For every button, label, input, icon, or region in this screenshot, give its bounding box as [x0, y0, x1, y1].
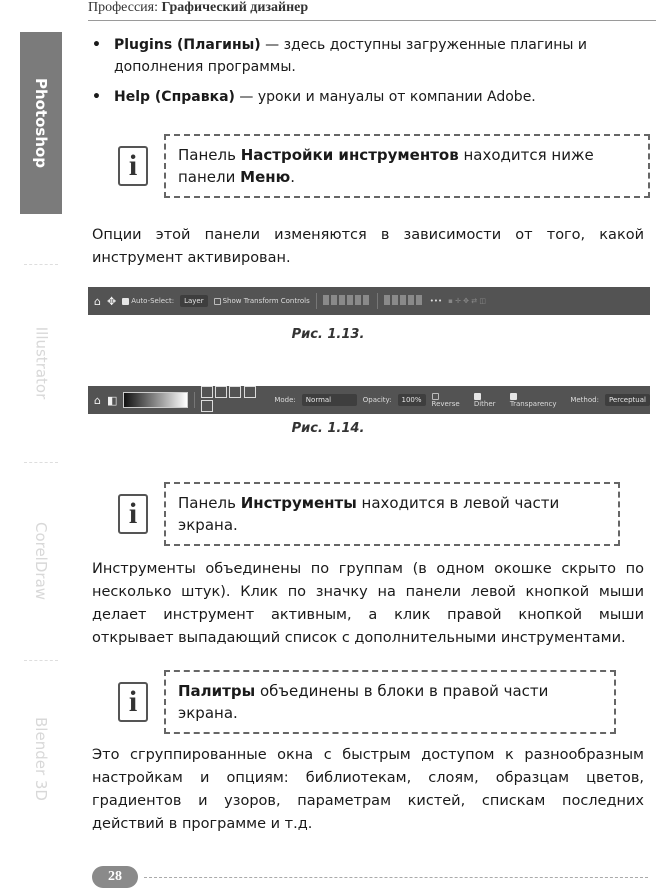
page-number: 28 [92, 866, 138, 888]
separator [377, 293, 378, 309]
note-box: Панель Инструменты находится в левой части экрана. [164, 482, 620, 546]
paragraph-tools: Инструменты объединены по группам (в одном окошке скрыто по несколько штук). Клик по значку на панели левой кнопкой мыши делает инструмент активным, а клик правой кнопкой мыши открывает выпадающий список с дополнительными инструментами. [92, 561, 644, 646]
tab-divider [24, 264, 58, 265]
bullet-dot: • [92, 37, 101, 53]
separator [194, 392, 195, 408]
info-icon: i [118, 146, 148, 186]
note-tools-panel [118, 482, 620, 546]
3d-mode-icons: ▪ ✛ ✥ ⇄ ◫ [448, 297, 486, 305]
note-settings-panel [118, 134, 650, 198]
layer-select: Layer [180, 295, 208, 307]
checkbox-icon [122, 298, 129, 305]
gradient-tool-icon: ◧ [106, 393, 118, 407]
tab-blender [20, 664, 62, 854]
transparency-option: Transparency [510, 392, 564, 408]
note-palettes [118, 670, 616, 734]
footer-rule [144, 877, 648, 878]
checkbox-icon [474, 393, 481, 400]
figure-caption-1-14: Рис. 1.14. [291, 421, 365, 436]
tab-label: CorelDraw [32, 521, 50, 601]
paragraph-palettes: Это сгруппированные окна с быстрым доступом к разнообразным настройкам и опциям: библиотекам, слоям, образцам цветов, градиентов и узоров, параметрам кистей, спискам последних действий в программе и т.д. [92, 747, 644, 832]
dither-option: Dither [474, 392, 504, 408]
note-box: Панель Настройки инструментов находится ниже панели Меню. [164, 134, 650, 198]
checkbox-icon [214, 298, 221, 305]
bullet-text: — здесь доступны загруженные плагины и дополнения программы. [114, 37, 588, 75]
checkbox-icon [510, 393, 517, 400]
figure-caption-1-13: Рис. 1.13. [291, 327, 365, 342]
bullet-text: — уроки и мануалы от компании Adobe. [234, 89, 536, 105]
running-header [88, 0, 308, 16]
home-icon: ⌂ [94, 294, 101, 308]
note-box: Палитры объединены в блоки в правой части экрана. [164, 670, 616, 734]
tab-coreldraw [20, 466, 62, 656]
tab-divider [24, 660, 58, 661]
method-select: Perceptual [605, 394, 650, 406]
method-label: Method: [570, 396, 599, 404]
options-bar-move [88, 287, 650, 315]
gradient-type-icons [201, 386, 268, 414]
opacity-field: 100% [398, 394, 426, 406]
tab-divider [24, 462, 58, 463]
separator [316, 293, 317, 309]
tab-label: Photoshop [32, 77, 51, 169]
distribute-icons [384, 295, 424, 307]
show-transform-option: Show Transform Controls [214, 297, 310, 305]
options-bar-gradient [88, 386, 650, 414]
header-title: Графический дизайнер [161, 0, 309, 15]
header-rule [88, 20, 656, 21]
mode-select: Normal [302, 394, 357, 406]
info-icon: i [118, 682, 148, 722]
mode-label: Mode: [274, 396, 296, 404]
tab-label: Illustrator [32, 326, 51, 400]
auto-select-option: Auto-Select: [122, 297, 174, 305]
sidebar-tabs [20, 32, 62, 862]
info-icon: i [118, 494, 148, 534]
move-tool-icon: ✥ [106, 294, 117, 308]
bullet-dot: • [92, 89, 101, 105]
opacity-label: Opacity: [362, 396, 392, 404]
checkbox-icon [432, 393, 439, 400]
paragraph-options: Опции этой панели изменяются в зависимости от того, какой инструмент активирован. [92, 227, 644, 266]
gradient-swatch [123, 392, 188, 408]
tab-photoshop [20, 32, 62, 214]
bullet-help [92, 86, 634, 108]
header-prefix: Профессия: [88, 0, 162, 15]
bullet-term: Plugins (Плагины) [114, 37, 261, 53]
bullet-term: Help (Справка) [114, 89, 235, 105]
tab-label: Blender 3D [32, 717, 51, 801]
home-icon: ⌂ [94, 393, 101, 407]
align-icons [323, 295, 371, 307]
bullet-plugins [92, 34, 634, 78]
reverse-option: Reverse [432, 392, 468, 408]
more-icon: ••• [429, 297, 443, 305]
